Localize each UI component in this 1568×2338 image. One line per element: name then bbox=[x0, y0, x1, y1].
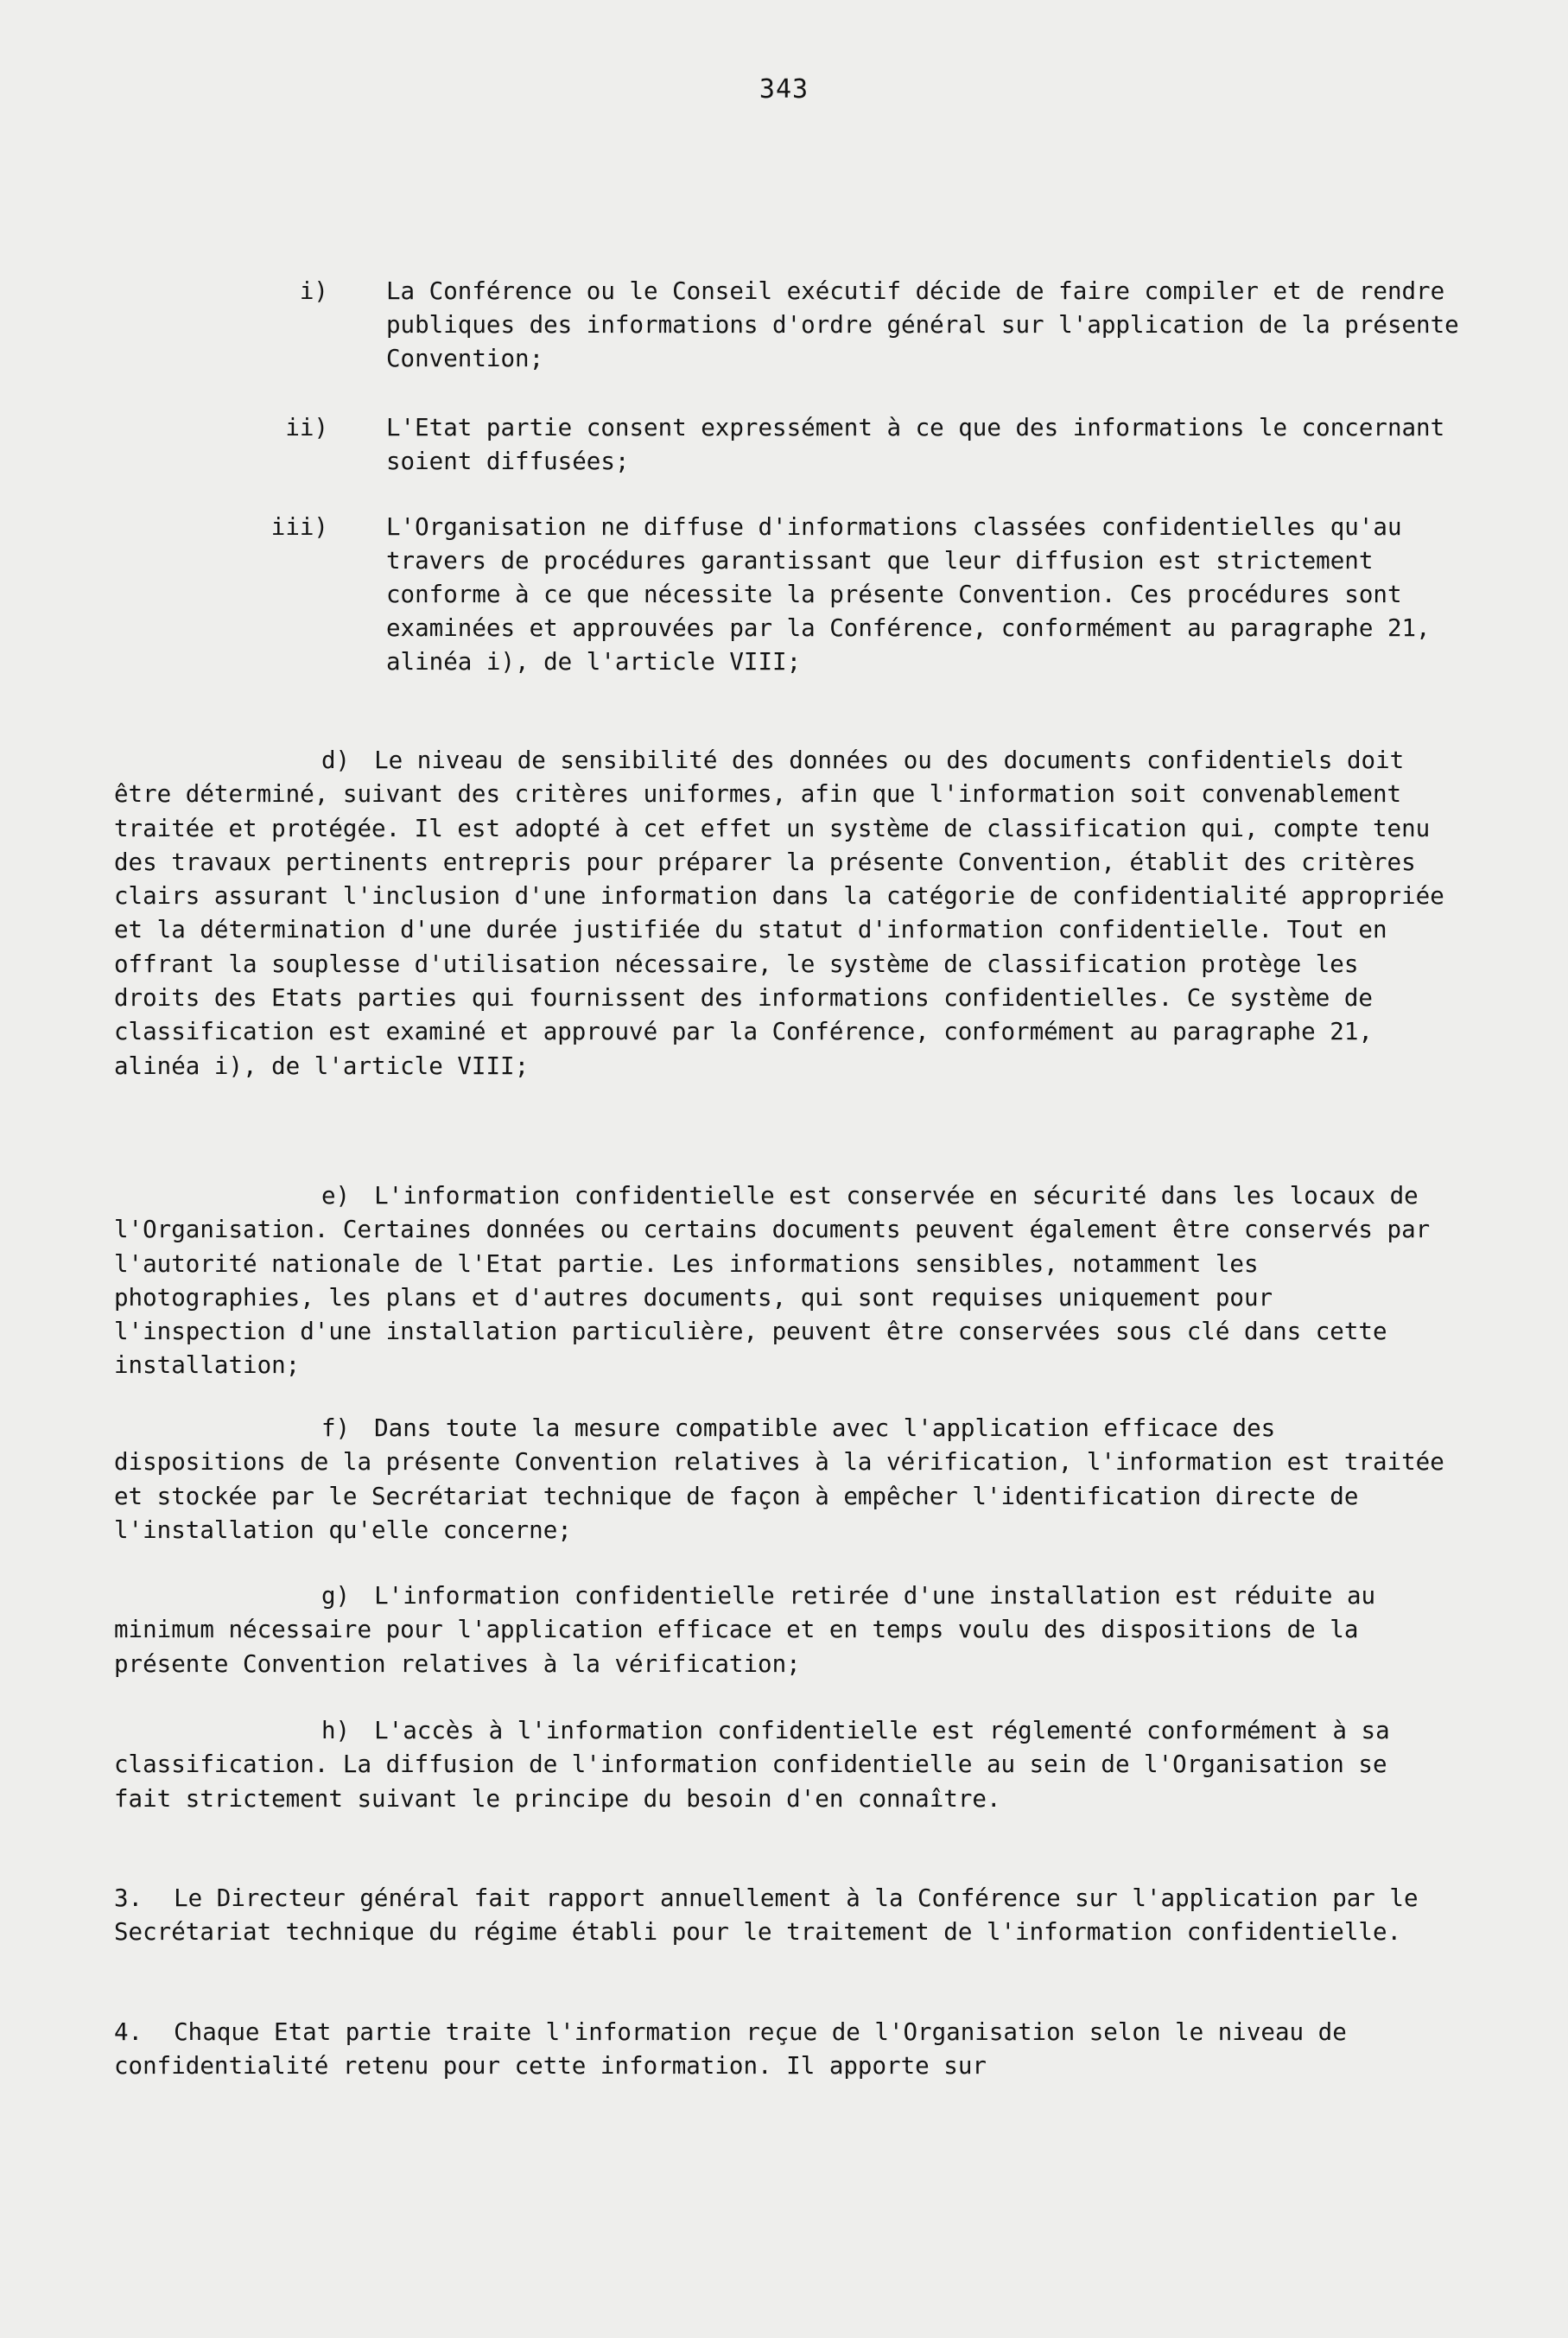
numbered-paragraph-3 bbox=[114, 1882, 1449, 1950]
subitem-i bbox=[0, 275, 1474, 376]
numbered-label: 4. bbox=[114, 2018, 143, 2046]
numbered-label: 3. bbox=[114, 1884, 143, 1912]
paragraph-f bbox=[114, 1412, 1449, 1547]
paragraph-label: e) bbox=[321, 1182, 351, 1210]
paragraph-g bbox=[114, 1579, 1449, 1681]
subitem-label: ii) bbox=[285, 414, 328, 442]
paragraph-label: g) bbox=[321, 1582, 351, 1610]
numbered-paragraph-4 bbox=[114, 2016, 1449, 2084]
paragraph-label: f) bbox=[321, 1414, 351, 1442]
subitem-ii bbox=[0, 411, 1459, 512]
subitem-label: iii) bbox=[270, 513, 328, 541]
numbered-text: Chaque Etat partie traite l'information reçue de l'Organisation selon le niveau de confidentialité retenu pour cette information. Il apporte sur bbox=[114, 2018, 1347, 2081]
paragraph-h bbox=[114, 1714, 1449, 1816]
subitem-iii bbox=[0, 511, 1445, 676]
subitem-text: L'Etat partie consent expressément à ce que des informations le concernant soient diffusées; bbox=[386, 414, 1459, 475]
paragraph-text: Le niveau de sensibilité des données ou des documents confidentiels doit être déterminé, suivant des critères uniformes, afin que l'information soit convenablement traitée et protégée. Il est adopté à cet effet un système de classification qui, compte tenu des travaux pertinents entrepris pour préparer la présente Convention, établit des critères clairs assurant l'inclusion d'une information dans la catégorie de confidentialité appropriée et la détermination d'une durée justifiée du statut d'information confidentielle. Tout en offrant la souplesse d'utilisation nécessaire, le système de classification protège les droits des Etats parties qui fournissent des informations confidentielles. Ce système de classification est examiné et approuvé par la Conférence, conformément au paragraphe 21, alinéa i), de l'article VIII; bbox=[114, 747, 1444, 1080]
page-number: 343 bbox=[759, 74, 809, 105]
paragraph-text: Dans toute la mesure compatible avec l'application efficace des dispositions de la présente Convention relatives à la vérification, l'information est traitée et stockée par le Secrétariat technique de façon à empêcher l'identification directe de l'installation qu'elle concerne; bbox=[114, 1414, 1444, 1544]
paragraph-e bbox=[114, 1179, 1449, 1383]
paragraph-text: L'accès à l'information confidentielle est réglementé conformément à sa classification. La diffusion de l'information confidentielle au sein de l'Organisation se fait strictement suivant le principe du besoin d'en connaître. bbox=[114, 1717, 1390, 1813]
numbered-text: Le Directeur général fait rapport annuellement à la Conférence sur l'application par le Secrétariat technique du régime établi pour le traitement de l'information confidentielle. bbox=[114, 1884, 1419, 1947]
paragraph-label: d) bbox=[321, 747, 351, 774]
subitem-label: i) bbox=[299, 277, 328, 305]
subitem-text: L'Organisation ne diffuse d'informations classées confidentielles qu'au travers de procédures garantissant que leur diffusion est strictement conforme à ce que nécessite la présente Convention. Ces procédures sont examinées et approuvées par la Conférence, conformément au paragraphe 21, alinéa i), de l'article VIII; bbox=[386, 513, 1445, 676]
paragraph-text: L'information confidentielle retirée d'une installation est réduite au minimum nécessaire pour l'application efficace et en temps voulu des dispositions de la présente Convention relatives à la vérification; bbox=[114, 1582, 1376, 1678]
paragraph-text: L'information confidentielle est conservée en sécurité dans les locaux de l'Organisation. Certaines données ou certains documents peuvent également être conservés par l'autorité nationale de l'Etat partie. Les informations sensibles, notamment les photographies, les plans et d'autres documents, qui sont requises uniquement pour l'inspection d'une installation particulière, peuvent être conservées sous clé dans cette installation; bbox=[114, 1182, 1431, 1380]
paragraph-d bbox=[114, 744, 1449, 1083]
paragraph-label: h) bbox=[321, 1717, 351, 1744]
subitem-text: La Conférence ou le Conseil exécutif décide de faire compiler et de rendre publiques des informations d'ordre général sur l'application de la présente Convention; bbox=[386, 277, 1474, 372]
